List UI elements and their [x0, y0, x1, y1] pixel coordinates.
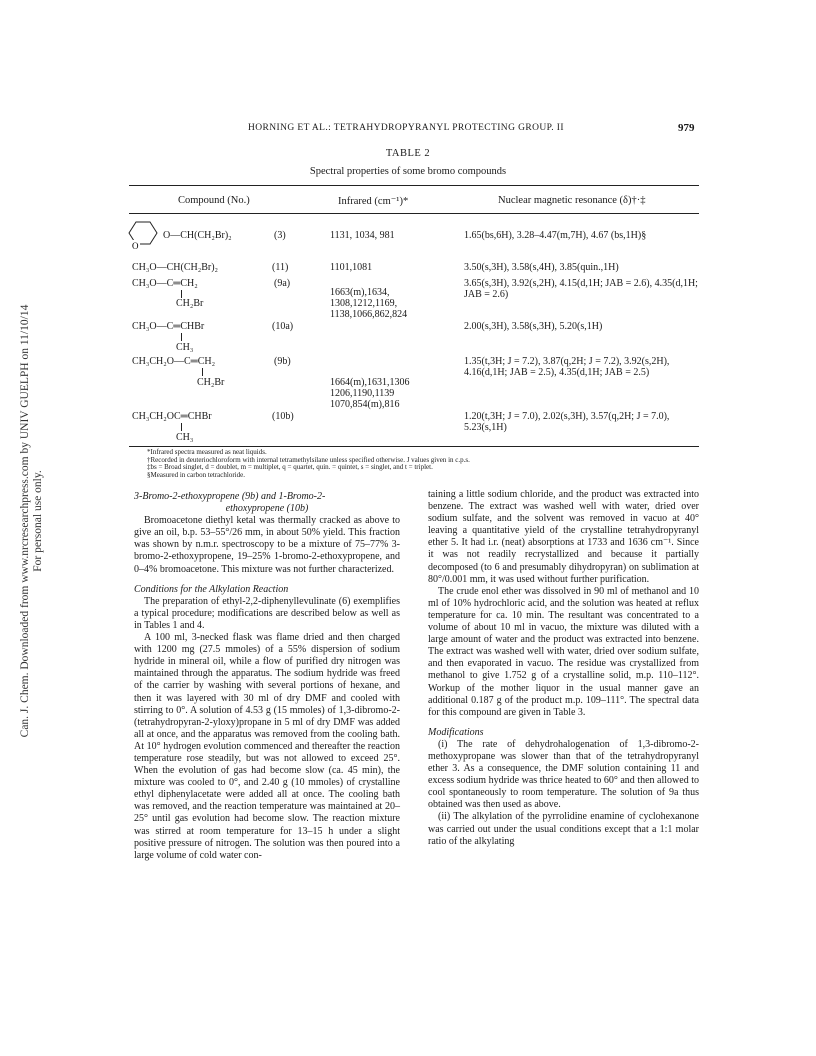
row-11-number: (11) [272, 262, 289, 273]
row-9a-nmr: 3.65(s,3H), 3.92(s,2H), 4.15(d,1H; JAB = 2.6), 4.35(d,1H; JAB = 2.6) [464, 278, 698, 300]
header-compound: Compound (No.) [178, 195, 250, 206]
table-title: TABLE 2 [385, 148, 431, 159]
section-heading-alkylation: Conditions for the Alkylation Reaction [134, 583, 289, 595]
paragraph-preparation: The preparation of ethyl-2,2-diphenyllevulinate (6) exemplifies a typical procedure; modifications are described below as well as in Tables 1 and 4. [134, 595, 400, 631]
row-9b-number: (9b) [274, 356, 291, 367]
right-column [428, 489, 699, 848]
row-3-nmr: 1.65(bs,6H), 3.28–4.47(m,7H), 4.67 (bs,1H)§ [464, 230, 647, 241]
row-10a-nmr: 2.00(s,3H), 3.58(s,3H), 5.20(s,1H) [464, 321, 603, 332]
row-10a-number: (10a) [272, 321, 294, 332]
row-9b-substituent: CH₂Br [197, 377, 225, 388]
page-number: 979 [678, 122, 695, 134]
row-9a-compound: CH₃O—C═CH₂ [132, 278, 198, 289]
header-nmr: Nuclear magnetic resonance (δ)†·‡ [498, 195, 646, 206]
paragraph-bromoacetone: Bromoacetone diethyl ketal was thermally cracked as above to give an oil, b.p. 53–55°/26 mm, in about 50% yield. This fraction was shown by n.m.r. spectroscopy to be a mixture of 75–77% 3-bromo-2-ethoxypropene, 19–25% 1-bromo-2-ethoxypropene, and 0–4% bromoacetone. This mixture was not further characterized. [134, 515, 400, 575]
row-9b-compound: CH₃CH₂O—C═CH₂ [132, 356, 216, 367]
row-3-number: (3) [274, 230, 286, 241]
svg-text:O: O [132, 241, 139, 250]
paragraph-hydrolysis: The crude enol ether was dissolved in 90 ml of methanol and 10 ml of 10% hydrochloric acid, and the solution was heated at reflux temperature for ca. 10 min. The resultant was concentrated to a volume of about 10 ml in vacuo, the mixture was diluted with a large amount of water and the product was extracted into benzene. The extract was washed well with water, dried over sodium sulfate, and then evaporated in vacuo. The residue was crystallized from methanol to give 1.752 g of a crystalline solid, m.p. 110–112°. Workup of the mother liquor in the usual manner gave an additional 0.187 g of the product m.p. 109–111°. The spectral data for this compound are given in Table 3. [428, 585, 699, 718]
row-3-compound: O—CH(CH₂Br)₂ [163, 230, 232, 241]
row-9b-infrared: 1664(m),1631,1306 1206,1190,1139 1070,854(m),816 [330, 377, 410, 410]
section-heading-bromoethoxypropene-cont: ethoxypropene (10b) [225, 503, 309, 515]
tetrahydropyran-ring-icon [127, 218, 163, 250]
download-watermark [19, 261, 45, 781]
row-3-infrared: 1131, 1034, 981 [330, 230, 395, 241]
footnote-nmr: †Recorded in deuteriochloroform with internal tetramethylsilane unless specified otherwise. J values given in c.p.s. [147, 455, 470, 464]
header-infrared: Infrared (cm⁻¹)* [338, 196, 409, 207]
row-9a-bond [181, 290, 182, 298]
watermark-line-2: For personal use only. [32, 470, 44, 572]
section-heading-bromoethoxypropene: 3-Bromo-2-ethoxypropene (9b) and 1-Bromo-2- [134, 491, 326, 502]
watermark-line-1: Can. J. Chem. Downloaded from www.nrcresearchpress.com by UNIV GUELPH on 11/10/14 [19, 304, 31, 738]
row-9b-nmr: 1.35(t,3H; J = 7.2), 3.87(q,2H; J = 7.2), 3.92(s,2H), 4.16(d,1H; JAB = 2.5), 4.35(d,1H; JAB = 2.5) [464, 356, 670, 378]
footnote-ccl4: §Measured in carbon tetrachloride. [147, 470, 245, 479]
row-9a-substituent: CH₂Br [176, 298, 204, 309]
section-heading-modifications: Modifications [428, 726, 484, 738]
footnote-abbrev: ‡bs = Broad singlet, d = doublet, m = multiplet, q = quartet, quin. = quintet, s = singlet, and t = triplet. [147, 463, 433, 471]
paragraph-procedure: A 100 ml, 3-necked flask was flame dried and then charged with 1200 mg (27.5 mmoles) of a 55% dispersion of sodium hydride in mineral oil, while a flow of purified dry nitrogen was maintained through the apparatus. The sodium hydride was freed of the carrier by washing with several portions of hexane, and then it was layered with 30 ml of dry DMF and cooled with stirring to 0°. A solution of 4.53 g (15 mmoles) of 1,3-dibromo-2-(tetrahydropyran-2-yloxy)propane in 5 ml of dry DMF was added all at once, and the apparatus was removed from the cooling bath. At 10° hydrogen evolution commenced and thereafter the reaction temperature rose steadily, but was not allowed to exceed 25°. When the evolution of gas had become slow (ca. 45 min), the mixture was cooled to 0°, and 2.40 g (10 mmoles) of crystalline ethyl diphenylacetate were added all at once. The cooling bath was removed, and the reaction temperature was maintained at 20–25° until gas evolution had become slow. The reaction mixture was stirred at room temperature for 13–15 h under a slight positive pressure of nitrogen. The solution was then poured into a large volume of cold water con- [134, 632, 400, 861]
row-10b-substituent: CH₃ [176, 432, 194, 443]
left-column [134, 489, 400, 862]
row-11-infrared: 1101,1081 [330, 262, 373, 273]
row-11-compound: CH₃O—CH(CH₂Br)₂ [132, 262, 219, 273]
row-10a-bond [181, 333, 182, 341]
table-header-rule [129, 213, 699, 214]
row-10a-compound: CH₃O—C═CHBr [132, 321, 205, 332]
running-title: HORNING ET AL.: TETRAHYDROPYRANYL PROTECTING GROUP. II [248, 123, 564, 133]
row-10b-compound: CH₃CH₂OC═CHBr [132, 411, 212, 422]
row-9b-bond [202, 368, 203, 376]
table-top-rule [129, 185, 699, 186]
row-10b-bond [181, 423, 182, 431]
paragraph-extraction: taining a little sodium chloride, and the product was extracted into benzene. The extract was washed well with water, dried over sodium sulfate, and the solvent was removed in vacuo at 40° leaving a quantitative yield of the crystalline tetrahydropyranyl ether 5. It had i.r. (neat) absorptions at 1733 and 1636 cm⁻¹. Since it was not readily recrystallized and because it partially decomposed (to 6 and presumably dihydropyran) on sublimation at 80°/0.001 mm, it was used without further purification. [428, 489, 699, 585]
row-10b-number: (10b) [272, 411, 294, 422]
row-9a-infrared: 1663(m),1634, 1308,1212,1169, 1138,1066,862,824 [330, 287, 408, 320]
paragraph-modification-ii: (ii) The alkylation of the pyrrolidine enamine of cyclohexanone was carried out under the usual conditions except that a 1:1 molar ratio of the alkylating [428, 811, 699, 847]
row-11-nmr: 3.50(s,3H), 3.58(s,4H), 3.85(quin.,1H) [464, 262, 619, 273]
table-bottom-rule [129, 446, 699, 447]
paragraph-modification-i: (i) The rate of dehydrohalogenation of 1,3-dibromo-2-methoxypropane was slower than that of the tetrahydropyranyl ether 3. As a consequence, the DMF solution containing 11 and excess sodium hydride was thrice heated to 60° and then allowed to cool spontaneously to room temperature. The solution of 9a thus obtained was then used as above. [428, 738, 699, 811]
row-9a-number: (9a) [274, 278, 291, 289]
footnote-ir: *Infrared spectra measured as neat liquids. [147, 448, 267, 456]
table-caption: Spectral properties of some bromo compounds [309, 166, 507, 177]
row-10b-nmr: 1.20(t,3H; J = 7.0), 2.02(s,3H), 3.57(q,2H; J = 7.0), 5.23(s,1H) [464, 411, 670, 433]
row-10a-substituent: CH₃ [176, 342, 194, 353]
